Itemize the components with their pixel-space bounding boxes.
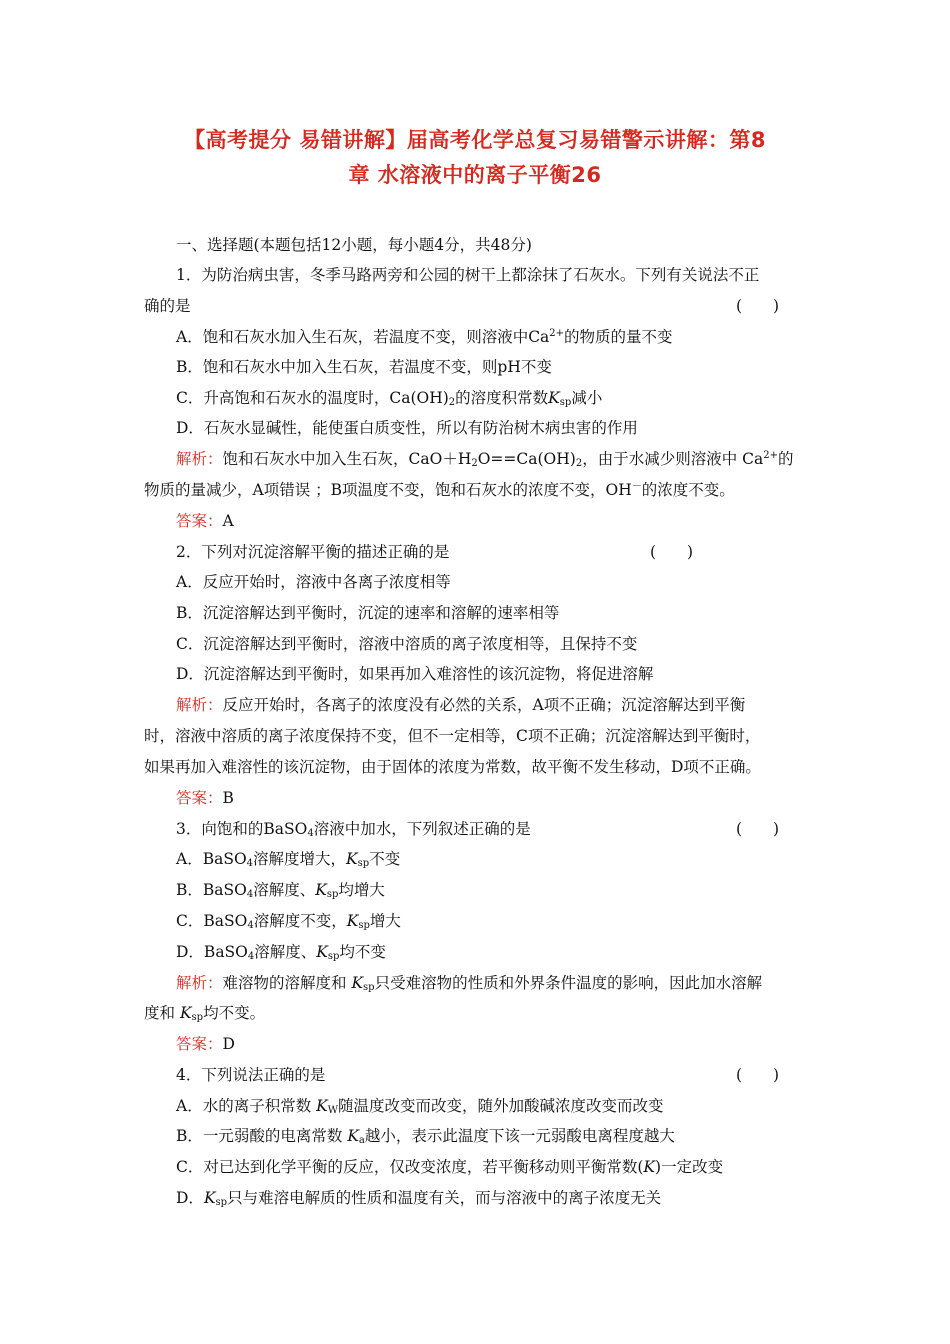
q1-option-b: B．饱和石灰水中加入生石灰，若温度不变，则pH不变: [176, 358, 552, 376]
analysis-label: 解析：: [176, 696, 223, 714]
q4-answer-bracket: ( ): [736, 1066, 780, 1084]
q2-stem: 2．下列对沉淀溶解平衡的描述正确的是: [176, 543, 450, 561]
q1-option-a: A．饱和石灰水加入生石灰，若温度不变，则溶液中$Ca^{2+}$的物质的量不变: [176, 328, 673, 346]
q2-analysis-line-3: 如果再加入难溶性的该沉淀物，由于固体的浓度为常数，故平衡不发生移动，D项不正确。: [144, 758, 761, 776]
q3-analysis-line-2: 度和 $K_{sp}$均不变。: [144, 1004, 266, 1023]
q3-option-a: A．BaSO$_4$溶解度增大，$K_{sp}$不变: [176, 850, 401, 869]
q1-answer: 答案：A: [176, 512, 234, 530]
q1-analysis-line-2: 物质的量减少，A项错误 ；B项温度不变，饱和石灰水的浓度不变，OH－的浓度不变。: [144, 481, 735, 499]
document-title-line-2: 章 水溶液中的离子平衡26: [348, 163, 602, 187]
q2-option-c: C．沉淀溶解达到平衡时，溶液中溶质的离子浓度相等，且保持不变: [176, 635, 638, 653]
q2-option-b: B．沉淀溶解达到平衡时，沉淀的速率和溶解的速率相等: [176, 604, 560, 622]
q1-stem-line-1: 1．为防治病虫害，冬季马路两旁和公园的树干上都涂抹了石灰水。下列有关说法不正: [176, 266, 760, 284]
answer-label: 答案：: [176, 1035, 223, 1053]
q4-option-a: A．水的离子积常数 $K_W$随温度改变而改变，随外加酸碱浓度改变而改变: [176, 1097, 664, 1116]
q2-analysis-line-1: 解析：反应开始时，各离子的浓度没有必然的关系，A项不正确；沉淀溶解达到平衡: [176, 696, 746, 714]
analysis-label: 解析：: [176, 450, 223, 468]
q3-analysis-line-1: 解析：难溶物的溶解度和 $K_{sp}$只受难溶物的性质和外界条件温度的影响，因此加水溶解: [176, 974, 763, 993]
q3-option-b: B．BaSO$_4$溶解度、$K_{sp}$均增大: [176, 881, 385, 900]
section-heading: 一、选择题(本题包括12小题，每小题4分，共48分): [176, 236, 532, 254]
answer-label: 答案：: [176, 512, 223, 530]
q1-option-c: C．升高饱和石灰水的温度时，$Ca(OH)_2$的溶度积常数$K_{sp}$减小: [176, 389, 603, 408]
q1-analysis-line-1: 解析：饱和石灰水中加入生石灰，$CaO+H_2O==Ca(OH)_2$，由于水减少则溶液中 $Ca^{2+}$的: [176, 450, 794, 469]
q2-option-a: A．反应开始时，溶液中各离子浓度相等: [176, 573, 451, 591]
q4-stem: 4．下列说法正确的是: [176, 1066, 326, 1084]
analysis-label: 解析：: [176, 974, 223, 992]
q3-stem: 3．向饱和的BaSO$_4$溶液中加水，下列叙述正确的是: [176, 820, 531, 839]
q3-option-c: C．BaSO$_4$溶解度不变，$K_{sp}$增大: [176, 912, 401, 931]
q1-option-d: D．石灰水显碱性，能使蛋白质变性，所以有防治树木病虫害的作用: [176, 419, 638, 437]
q2-answer-bracket: ( ): [650, 543, 694, 561]
q4-option-c: C．对已达到化学平衡的反应，仅改变浓度，若平衡移动则平衡常数(K)一定改变: [176, 1158, 724, 1176]
q2-option-d: D．沉淀溶解达到平衡时，如果再加入难溶性的该沉淀物，将促进溶解: [176, 665, 654, 683]
q1-answer-bracket: ( ): [736, 297, 780, 315]
q4-option-b: B．一元弱酸的电离常数 $K_a$越小，表示此温度下该一元弱酸电离程度越大: [176, 1127, 675, 1146]
q2-answer: 答案：B: [176, 789, 234, 807]
q2-analysis-line-2: 时，溶液中溶质的离子浓度保持不变，但不一定相等，C项不正确；沉淀溶解达到平衡时，: [144, 727, 761, 745]
document-title-line-1: 【高考提分 易错讲解】届高考化学总复习易错警示讲解：第8: [184, 128, 766, 152]
q4-option-d: D．$K_{sp}$只与难溶电解质的性质和温度有关，而与溶液中的离子浓度无关: [176, 1189, 662, 1208]
answer-label: 答案：: [176, 789, 223, 807]
q3-answer: 答案：D: [176, 1035, 235, 1053]
q3-option-d: D．BaSO$_4$溶解度、$K_{sp}$均不变: [176, 943, 386, 962]
q1-stem-line-2: 确的是: [144, 297, 191, 315]
q3-answer-bracket: ( ): [736, 820, 780, 838]
